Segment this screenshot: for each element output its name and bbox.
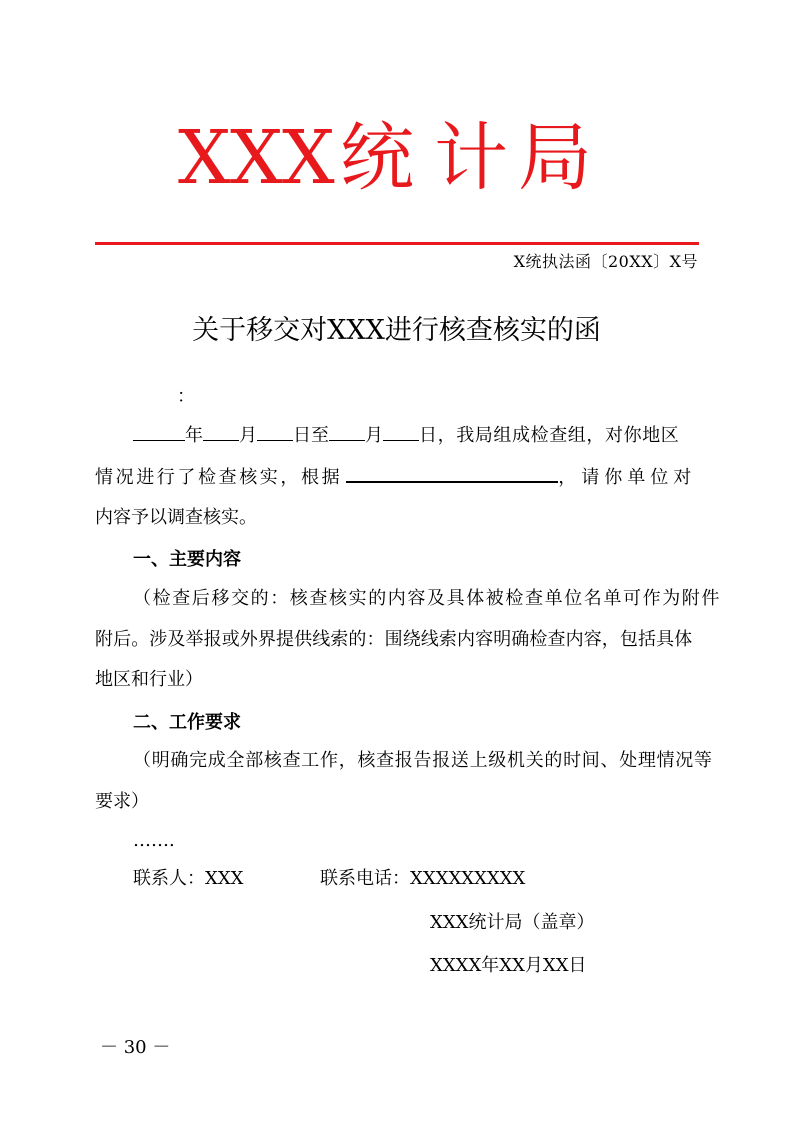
- ellipsis: …….: [133, 830, 175, 851]
- blank-day-2[interactable]: [383, 422, 419, 441]
- section-heading: 一、主要内容: [133, 549, 241, 570]
- title-char: 局: [518, 115, 592, 201]
- paragraph-text: 日，我局组成检查组，对你地区: [419, 425, 680, 446]
- month-label: 月: [239, 425, 257, 446]
- paragraph-line: （检查后移交的：核查核实的内容及具体被检查单位名单可作为附件: [133, 588, 721, 609]
- paragraph-line: [133, 422, 679, 450]
- title-char: X: [230, 115, 283, 201]
- contact-phone: 联系电话：XXXXXXXXX: [320, 868, 526, 889]
- blank-month[interactable]: [203, 422, 239, 441]
- paragraph-line: 附后。涉及举报或外界提供线索的：围绕线索内容明确检查内容，包括具体: [95, 629, 693, 650]
- blank-day[interactable]: [257, 422, 293, 441]
- blank-year[interactable]: [133, 422, 185, 441]
- document-number: X统执法函〔20XX〕X号: [513, 252, 698, 271]
- paragraph-line: [95, 463, 696, 492]
- paragraph-text: ，请你单位对: [558, 467, 697, 488]
- paragraph-line: 地区和行业）: [95, 669, 203, 690]
- title-char: 计: [434, 115, 508, 201]
- year-label: 年: [185, 425, 203, 446]
- issuing-authority-title: [178, 108, 592, 208]
- contact-person: 联系人：XXX: [133, 868, 244, 889]
- paragraph-line: （明确完成全部核查工作，核查报告报送上级机关的时间、处理情况等: [133, 750, 713, 771]
- signature-org: XXX统计局（盖章）: [430, 912, 595, 933]
- day-to-label: 日至: [293, 425, 329, 446]
- signature-date: XXXX年XX月XX日: [430, 955, 587, 976]
- blank-month-2[interactable]: [329, 422, 365, 441]
- paragraph-line: 内容予以调查核实。: [95, 507, 257, 528]
- section-heading: 二、工作要求: [133, 712, 241, 733]
- title-char: X: [282, 115, 335, 201]
- paragraph-text: 情况进行了检查核实，根据: [95, 467, 343, 488]
- title-char: X: [178, 115, 231, 201]
- red-divider-line: [95, 242, 699, 245]
- month2-label: 月: [365, 425, 383, 446]
- document-title: 关于移交对XXX进行核查核实的函: [192, 315, 601, 346]
- paragraph-line: 要求）: [95, 791, 149, 812]
- page-number: － 30 －: [100, 1037, 171, 1058]
- blank-basis[interactable]: [346, 463, 558, 483]
- title-char: 统: [340, 115, 414, 201]
- recipient-colon: ：: [177, 386, 195, 407]
